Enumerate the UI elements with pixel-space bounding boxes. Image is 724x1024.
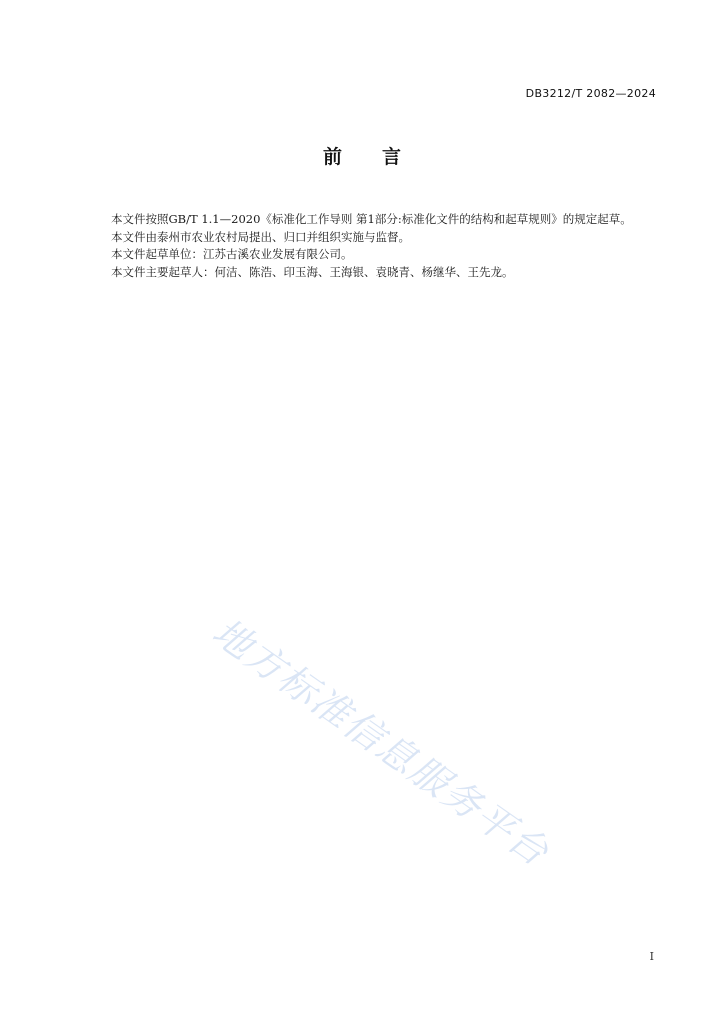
page-title: 前言 — [322, 146, 441, 168]
watermark: 地方标准信息服务平台 — [204, 609, 558, 876]
paragraph-drafters: 本文件主要起草人：何洁、陈浩、印玉海、王海银、袁晓青、杨继华、王先龙。 — [111, 264, 514, 279]
preface-body — [88, 211, 656, 281]
document-code: DB3212/T 2082—2024 — [525, 87, 656, 100]
paragraph-proposer: 本文件由泰州市农业农村局提出、归口并组织实施与监督。 — [111, 229, 410, 244]
paragraph-drafting-unit: 本文件起草单位：江苏古溪农业发展有限公司。 — [111, 247, 353, 261]
page-number: I — [649, 950, 654, 963]
paragraph-drafting-standard: 本文件按照GB/T 1.1—2020《标准化工作导则 第1部分:标准化文件的结构和起草规则》的规定起草。 — [111, 212, 632, 226]
